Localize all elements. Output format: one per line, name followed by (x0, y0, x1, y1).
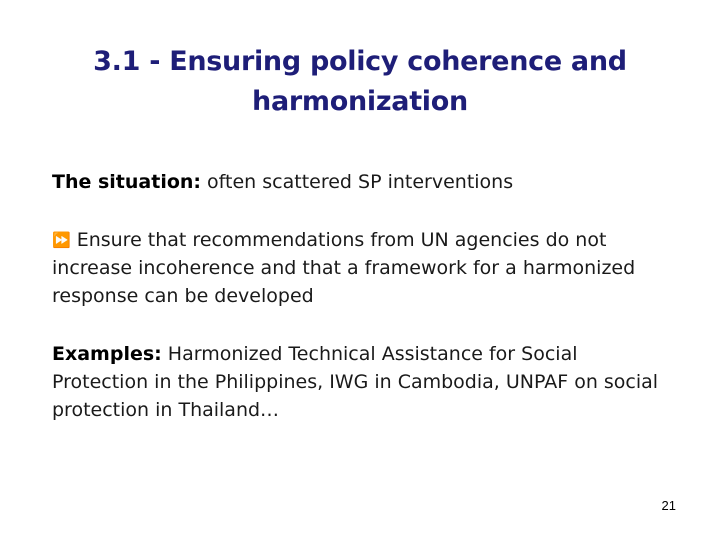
examples-label: Examples: (52, 343, 162, 365)
fast-forward-icon: ⏩ (52, 231, 71, 249)
examples-text: Harmonized Technical Assistance for Social Protection in the Philippines, IWG in Cambodia, UNPAF on social protection in Thailand… (52, 343, 659, 421)
slide-title-line-1: 3.1 - Ensuring policy coherence and (93, 46, 627, 77)
bullet-text: Ensure that recommendations from UN agencies do not increase incoherence and that a framework for a harmonized response can be developed (52, 229, 636, 307)
situation-label: The situation: (52, 171, 202, 193)
slide-title-line-2: harmonization (252, 86, 468, 117)
situation-paragraph (52, 168, 672, 196)
examples-paragraph (52, 340, 672, 424)
bullet-paragraph (52, 226, 672, 310)
page-number: 21 (661, 498, 676, 513)
slide-title (60, 42, 660, 122)
situation-text: often scattered SP interventions (201, 171, 514, 193)
